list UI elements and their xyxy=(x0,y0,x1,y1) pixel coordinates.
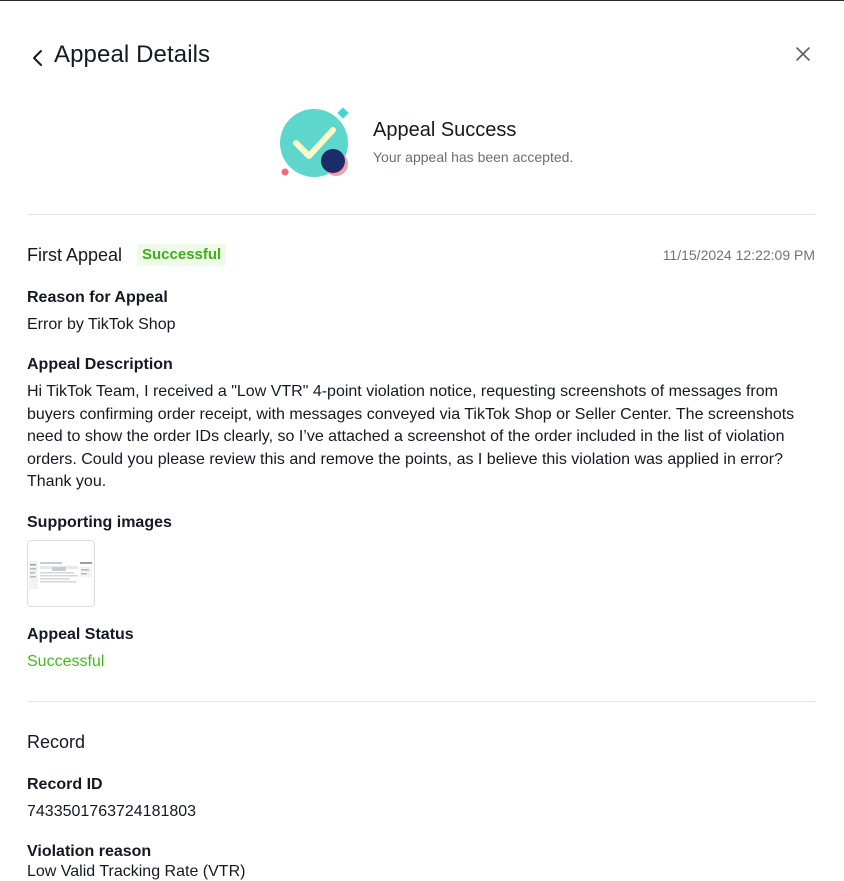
appeal-status-value: Successful xyxy=(27,653,105,670)
page-title: Appeal Details xyxy=(54,41,211,68)
hero-title: Appeal Success xyxy=(373,119,517,141)
chevron-left-icon[interactable] xyxy=(30,48,46,68)
header xyxy=(0,1,844,111)
description-label: Appeal Description xyxy=(27,356,173,373)
check-circle-illustration-icon xyxy=(278,105,352,179)
appeal-status-label: Appeal Status xyxy=(27,626,134,643)
hero-subtitle: Your appeal has been accepted. xyxy=(373,149,574,165)
supporting-image-thumbnail[interactable] xyxy=(27,540,95,607)
close-icon[interactable] xyxy=(794,45,812,63)
divider xyxy=(27,214,815,215)
violation-reason-label: Violation reason xyxy=(27,843,152,860)
divider xyxy=(27,701,815,702)
record-title: Record xyxy=(27,732,86,752)
supporting-images-label: Supporting images xyxy=(27,514,172,531)
record-id-label: Record ID xyxy=(27,776,103,793)
reason-label: Reason for Appeal xyxy=(27,289,168,306)
reason-value: Error by TikTok Shop xyxy=(27,316,176,333)
violation-reason-value: Low Valid Tracking Rate (VTR) xyxy=(27,863,246,880)
appeal-description: Hi TikTok Team, I received a "Low VTR" 4-point violation notice, requesting screenshots of messages from buyers confirming order receipt, with messages conveyed via TikTok Shop or Seller Center. The screenshots need to show the order IDs clearly, so I’ve attached a screenshot of the order included in the list of violation orders. Could you please review this and remove the points, as I believe this violation was applied in error? Thank you. xyxy=(27,383,795,490)
status-badge: Successful xyxy=(137,244,226,266)
appeal-timestamp: 11/15/2024 12:22:09 PM xyxy=(662,247,815,263)
first-appeal-title: First Appeal xyxy=(27,245,123,265)
record-id-value: 7433501763724181803 xyxy=(27,803,197,820)
screenshot-thumbnail-icon xyxy=(28,541,94,606)
